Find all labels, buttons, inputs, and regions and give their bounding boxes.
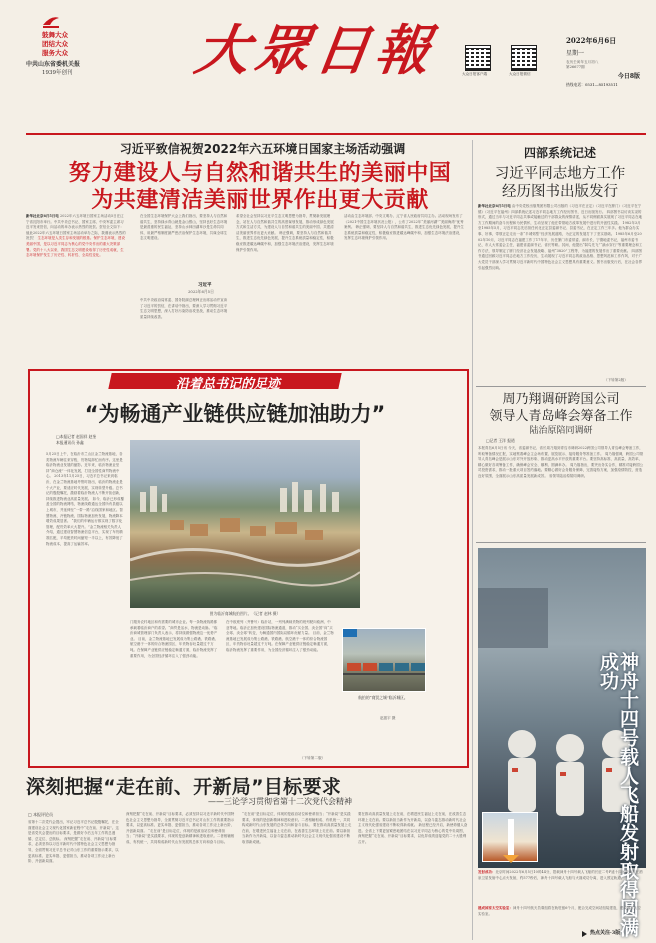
lead-signature: 习近平: [198, 283, 212, 288]
space-title: 神舟十四号载人飞船发射取得圆满成功: [597, 652, 639, 937]
lead-dateline: 新华社北京6月5日电: [26, 214, 59, 218]
space-caption-2: 建成国家太空实验室：神舟十四号航天员乘组将在轨驻留6个月，配合完成空间站组装建造，建成国家太空实验室。: [478, 906, 641, 916]
masthead: [0, 0, 656, 136]
feature-photo-2-credit: 赵振宇 摄: [380, 716, 396, 720]
lead-column-2: 在全国生态环境保护大会上我们指出，要坚持人与自然和谐共生，坚持绿水青山就是金山银山，坚持良好生态环境是最普惠的民生福祉，坚持山水林田湖草沙是生命共同体，用最严格制度最严密法治保护生态环境，共谋全球生态文明建设。: [140, 214, 228, 241]
issue-date: 2022年6月6日: [566, 36, 617, 45]
feature-photo-caption: 图为临沂商城航拍图片。（记者 赵林 摄）: [209, 611, 281, 616]
commentary-column-3: “走在前”是目标定位，体现的是政治站位和使命担当；“开新局”是实践要求，体现的是创新精神和进取意识。二者相辅相成、有机统一，共同构成新时代山东发展的总体方向和奋斗目标。 要在推动高质量发展上走在前，在增进民生福祉上走在前，在改善生态环境上走在前。要以新担当新作为开新局，以奋斗姿态推动新时代社会主义现代化强省建设不断取得新成就。: [242, 812, 352, 844]
right-mid-body: 本报青岛6月5日讯 今天，省委副书记、省长周乃翔到青岛市调研2022跨国公司领导人青岛峰会筹备工作，听取筹备情况汇报，实地察看峰会主会场布置、展览展示、接待服务等准备工作。 周乃翔强调，跨国公司领导人青岛峰会是展示山东对外开放形象、推动更高水平开放的重要平台。要坚持高标准、高质量、高效率，精心做好各项筹备工作，确保峰会安全、顺利、圆满举办。 周乃翔指出，要突出务实合作，精准对接跨国公司投资需求，推动一批重大项目签约落地。要精心做好会务服务保障，完善接待方案，加强疫情防控，营造良好氛围，全面展示山东高质量发展新成效。 省领导陆治原陪同调研。: [478, 446, 644, 478]
party-logo-icon: [42, 14, 60, 28]
issue-weekday: 星期一: [566, 50, 585, 57]
issue-info: [566, 36, 646, 88]
lead-column-1: 新华社北京6月5日电 2022年六五环境日国家主场活动5日在辽宁省沈阳市举行。中共中央总书记、国家主席、中央军委主席习近平发来贺信，向活动的举办表示热烈的祝贺。贺信全文如下：值此2022年六五环境日国家主场活动举办之际，我谨表示热烈的祝贺！ 生态环境是人类生存和发展的根基。保护生态环境，建设美丽中国，是以习近平同志为核心的党中央作出的重大决策部署。党的十八大以来，我国生态文明建设取得了历史性成就，生态环境保护发生了历史性、转折性、全局性变化。: [26, 214, 126, 258]
org-name: 中共山东省委机关报: [26, 61, 81, 68]
lead-column-2b: 中共中央政治局常委、国务院副总理韩正出席活动并宣读了习近平的贺信，在讲话中指出，要深入学习贯彻习近平生态文明思想，深入打好污染防治攻坚战，推动生态环境质量持续改善。: [140, 298, 228, 319]
feature-banner-text: 沿着总书记的足迹: [175, 377, 280, 392]
space-footer[interactable]: 热点关注·3版: [590, 930, 621, 936]
slogan-1: 鼓舞大众: [42, 31, 68, 39]
lead-kicker: 习近平致信祝贺2022年六五环境日国家主场活动强调: [119, 142, 406, 156]
space-inset: [482, 812, 538, 862]
space-caption-1: 发射成功：北京时间2022年6月5日10时44分，搭载神舟十四号载人飞船的长征二号F遥十四运载火箭在酒泉卫星发射中心点火发射，约577秒后，神舟十四号载人飞船与火箭成功分离，进入预定轨道。: [478, 870, 643, 880]
founded: 1939年创刊: [42, 70, 73, 76]
hotline: 热线电话：0531—85193511: [566, 82, 618, 87]
feature-byline: □本报记者 赵国祥 赵奎 本报通讯员 孙鑫: [56, 434, 97, 445]
feature-photo-2-caption: 航拍的“商贸之城”临沂城区。: [358, 695, 408, 700]
right-mid-sub: 陆治原陪同调研: [529, 426, 593, 436]
newspaper-title: 大眾日報: [191, 18, 441, 82]
masthead-divider: [26, 133, 646, 135]
feature-jump[interactable]: （下转第二版）: [300, 756, 326, 760]
slogan-3: 服务大众: [42, 49, 68, 57]
right-top-kicker: 四部系统记述: [523, 146, 596, 160]
feature-photo: [130, 440, 360, 608]
right-mid-headline-1: 周乃翔调研跨国公司: [502, 392, 620, 407]
lead-headline-2: 为共建清洁美丽世界作出更大贡献: [91, 188, 429, 213]
app-qr-code: [466, 46, 490, 70]
right-mid-headline-2: 领导人青岛峰会筹备工作: [489, 409, 633, 424]
commentary-column-1: 省第十二次党代会提出，牢记习近平总书记殷殷嘱托，在全面建设社会主义现代化国家新征程中“走在前、开新局”。这是省党代会提出的目标要求，是做好今后五年工作的总遵循、总定位、总航标。 深刻把握“走在前、开新局”目标要求，必须坚持以习近平新时代中国特色社会主义思想为指导，全面贯彻习近平总书记对山东工作的重要指示要求，以更高标准、更实举措、更强担当，推动各项工作迈上新台阶、开创新局面。: [28, 820, 119, 864]
lead-headline-1: 努力建设人与自然和谐共生的美丽中国: [68, 161, 452, 186]
page-count: 今日8版: [617, 73, 640, 80]
feature-column-3: 在中欧班列（齐鲁号）临沂站，一列列满载货物的班列驶向欧洲、中亚等地。临沂正加快建设国际物流通道，推动“买全国、卖全国”向“买全球、卖全球”转变，为畅通国内国际双循环贡献力量。 目前，金兰物流基地已发展成为集公路港、铁路港、航空港于一体的综合物流园区，年货物吞吐量超过千万吨。在保障产业链供应链稳定畅通方面，临沂物流发挥了重要作用，为全国经济循环注入了强劲动能。: [226, 620, 334, 652]
commentary-sub: ——三论学习贯彻省第十二次党代会精神: [208, 797, 352, 806]
feature-photo-2: [342, 628, 426, 692]
right-top-headline-1: 习近平同志地方工作: [494, 166, 626, 182]
wechat-qr-code: [512, 46, 536, 70]
commentary-headline: 深刻把握“走在前、开新局”目标要求: [26, 776, 342, 798]
commentary-byline: □ 本报评论员: [28, 812, 54, 817]
commentary-column-4: 要在推动高质量发展上走在前，在增进民生福祉上走在前，在改善生态环境上走在前。要以新担当新作为开新局，以奋斗姿态推动新时代社会主义现代化强省建设不断取得新成就。 新征程已经开启，新使命催人奋进。全省上下要更加紧密地团结在以习近平同志为核心的党中央周围，深刻把握“走在前、开新局”目标要求，以优异成绩迎接党的二十大胜利召开。: [358, 812, 468, 844]
right-top-body: 新华社北京6月5日电 由中央党校出版集团有限公司出版的《习近平在正定》《习近平在厦门》《习近平在宁德》《习近平在福州》四部系统记述习近平同志地方工作经历图书，近日出版发行。 四部图书以访谈实录的形式，通过当年与习近平同志共事或接触过的干部群众的深情讲述，从不同侧面真实展现了习近平同志在地方工作期间的奋斗历程和为民情怀，生动呈现了他在带领地方改革发展中进行的开创性实践。 1982年3月至1985年5月，习近平同志先后担任河北正定县委副书记、县委书记，在正定工作三年多。他为群众办实事、好事，带领正定走出一条“半城郊型”经济发展道路，为正定的发展打下了坚实基础。 1985年6月至2002年10月，习近平同志在福建工作了17年半，历任厦门市委常委、副市长，宁德地委书记，福州市委书记、市人大常委会主任，福建省委副书记、省长等职。其间，他提出“弱鸟先飞”“滴水穿石”等重要理念和工作方法，领导制定了厦门经济社会发展战略、福州“3820”工程等，为福建的发展作出了重要贡献。 四部图书通过回顾习近平同志在地方工作经历，生动展现了习近平同志的政治品格、思想风范和工作作风，对于广大党员干部深入学习贯彻习近平新时代中国特色社会主义思想具有重要意义。图书出版发行后，在社会各界引起强烈反响。: [478, 204, 643, 270]
slogan-2: 团结大众: [42, 40, 68, 48]
lead-signature-date: 2022年6月5日: [188, 289, 214, 294]
issue-number: 第26677期: [566, 65, 585, 69]
qr-caption-app: 大众日报客户端: [462, 72, 488, 76]
right-mid-reporter: □记者 王洋 报道: [486, 438, 515, 443]
qr-caption-wechat: 大众日报微信: [509, 72, 531, 76]
lead-column-3: 希望全社会坚持以习近平生态文明思想为指导，贯彻新发展理念，站在人与自然和谐共生的高度谋划发展，推动形成绿色发展方式和生活方式，为建设人与自然和谐共生的美丽中国、共建清洁美丽世界作出更大贡献。 韩正强调，要坚持人与自然和谐共生，推进生态优先绿色发展，提升生态系统质量和稳定性，积极稳妥推进碳达峰碳中和，加强生态环境法治建设，发挥生态环境保护引领作用。: [236, 214, 334, 252]
right-top-headline-2: 经历图书出版发行: [502, 184, 618, 200]
inset-tag: [343, 629, 357, 637]
hot-topic-arrow-icon: [582, 931, 587, 937]
commentary-column-2: 深刻把握“走在前、开新局”目标要求，必须坚持以习近平新时代中国特色社会主义思想为指导，全面贯彻习近平总书记对山东工作的重要指示要求，以更高标准、更实举措、更强担当，推动各项工作迈上新台阶、开创新局面。 “走在前”是目标定位，体现的是政治站位和使命担当；“开新局”是实践要求，体现的是创新精神和进取意识。二者相辅相成、有机统一，共同构成新时代山东发展的总体方向和奋斗目标。: [126, 812, 235, 844]
feature-headline: “为畅通产业链供应链加油助力”: [84, 402, 386, 426]
right-top-jump[interactable]: （下转第2版）: [604, 378, 628, 382]
lunar-date: 农历壬寅年五月初八: [566, 60, 599, 64]
feature-column-1: 5月25日上午，在临沂市兰山区金兰物流基地，各类物流车辆往来穿梭，货物装卸忙而有序。这里是临沂物流业发展的缩影。近年来，临沂物流业坚持“商仓流”一体化发展，打造全国性商贸物流中心。 2013年11月25日，习近平总书记来到临沂，在金兰物流基地考察时指出，临沂的物流业是个大产业，要适应时代发展，实现转型升级。总书记的殷殷嘱托，激励着临沂物流人不断开拓创新，持续推进物流业高质量发展。 如今，临沂已形成覆盖全国的物流网络，物流线路通达全国所有县级以上城市，并延伸至“一带一路”沿线国家和地区。智慧物流、冷链物流、国际物流加快发展，物流降本增效成果显著。 “我们的车辆运行都实现了数字化管理，配货效率大大提升。”金兰物流相关负责人介绍，通过建设智慧物流信息平台，实现了车货精准匹配，平均配货时间缩短一半以上，有效降低了物流成本，提高了运输效率。: [46, 452, 124, 546]
feature-column-2: 门服务农村地区和有需要的城市企业。每一条物流线路都承载着临沂商户的希望。“商贸是活水，物流是动脉。”临沂商城管理部门负责人表示，将持续做强物流这一优势产业。 目前，金兰物流基地已发展成为集公路港、铁路港、航空港于一体的综合物流园区，年货物吞吐量超过千万吨。在保障产业链供应链稳定畅通方面，临沂物流发挥了重要作用，为全国经济循环注入了强劲动能。: [130, 620, 219, 658]
lead-column-4: 活动由生态环境部、中央文明办、辽宁省人民政府共同主办。活动现场发布了《2021中国生态环境状况公报》，公布了2022年“美丽河湖”“美丽海湾”优秀案例。 韩正强调，要坚持人与自然和谐共生，推进生态优先绿色发展，提升生态系统质量和稳定性，积极稳妥推进碳达峰碳中和，加强生态环境法治建设，发挥生态环境保护引领作用。: [344, 214, 464, 241]
